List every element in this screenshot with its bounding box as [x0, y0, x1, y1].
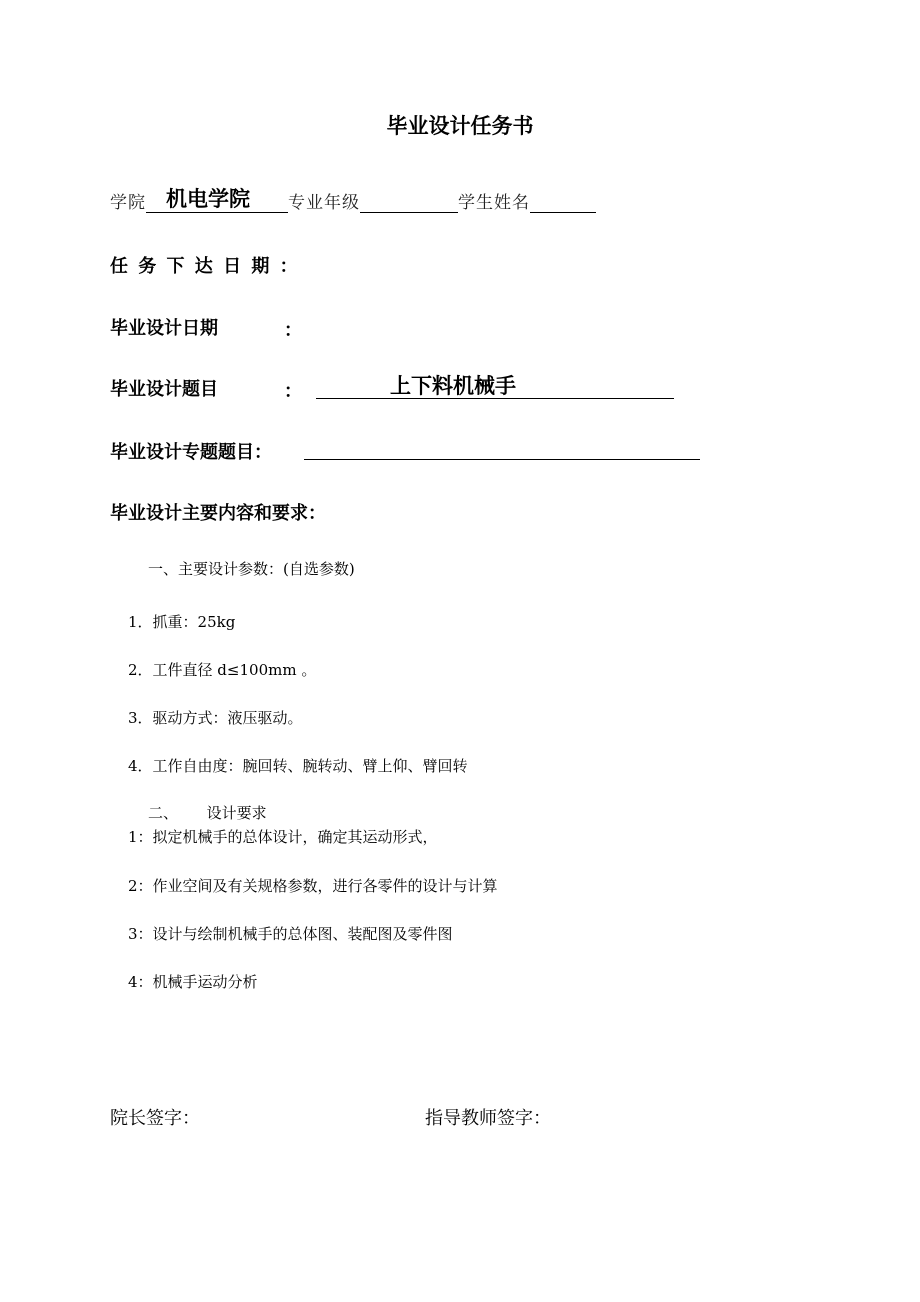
section1-heading: 一、主要设计参数：(自选参数) — [148, 560, 355, 578]
requirement-item: 3：设计与绘制机械手的总体图、装配图及零件图 — [128, 925, 453, 943]
student-name-field — [530, 186, 596, 213]
topic-colon: ： — [284, 381, 302, 402]
topic-value: 上下料机械手 — [390, 374, 516, 398]
param-item: 2．工件直径 d≤100mm 。 — [128, 661, 317, 679]
issue-date-label: 任 务 下 达 日 期 ： — [110, 256, 300, 277]
param-item: 4．工作自由度：腕回转、腕转动、臂上仰、臂回转 — [128, 757, 468, 775]
topic-field — [316, 370, 674, 399]
requirement-item: 4：机械手运动分析 — [128, 973, 258, 991]
advisor-signature-label: 指导教师签字： — [425, 1108, 551, 1129]
requirement-item: 2：作业空间及有关规格参数，进行各零件的设计与计算 — [128, 877, 498, 895]
college-value: 机电学院 — [166, 187, 250, 211]
header-info-row — [110, 186, 596, 213]
special-topic-label: 毕业设计专题题目： — [110, 442, 272, 463]
college-field — [146, 186, 288, 213]
special-topic-field — [304, 436, 700, 460]
requirement-item: 1：拟定机械手的总体设计，确定其运动形式， — [128, 828, 438, 846]
param-item: 3．驱动方式：液压驱动。 — [128, 709, 303, 727]
dean-signature-label: 院长签字： — [110, 1108, 200, 1129]
major-field — [360, 186, 458, 213]
major-label: 专业年级 — [288, 193, 360, 213]
content-heading: 毕业设计主要内容和要求： — [110, 503, 326, 524]
design-date-label: 毕业设计日期 — [110, 318, 218, 339]
document-title: 毕业设计任务书 — [386, 114, 534, 138]
college-label: 学院 — [110, 193, 146, 213]
param-item: 1．抓重：25kg — [128, 613, 236, 631]
design-date-colon: ： — [284, 320, 302, 341]
section2-heading: 二、 设计要求 — [148, 804, 267, 822]
topic-label: 毕业设计题目 — [110, 379, 218, 400]
student-name-label: 学生姓名 — [458, 193, 530, 213]
